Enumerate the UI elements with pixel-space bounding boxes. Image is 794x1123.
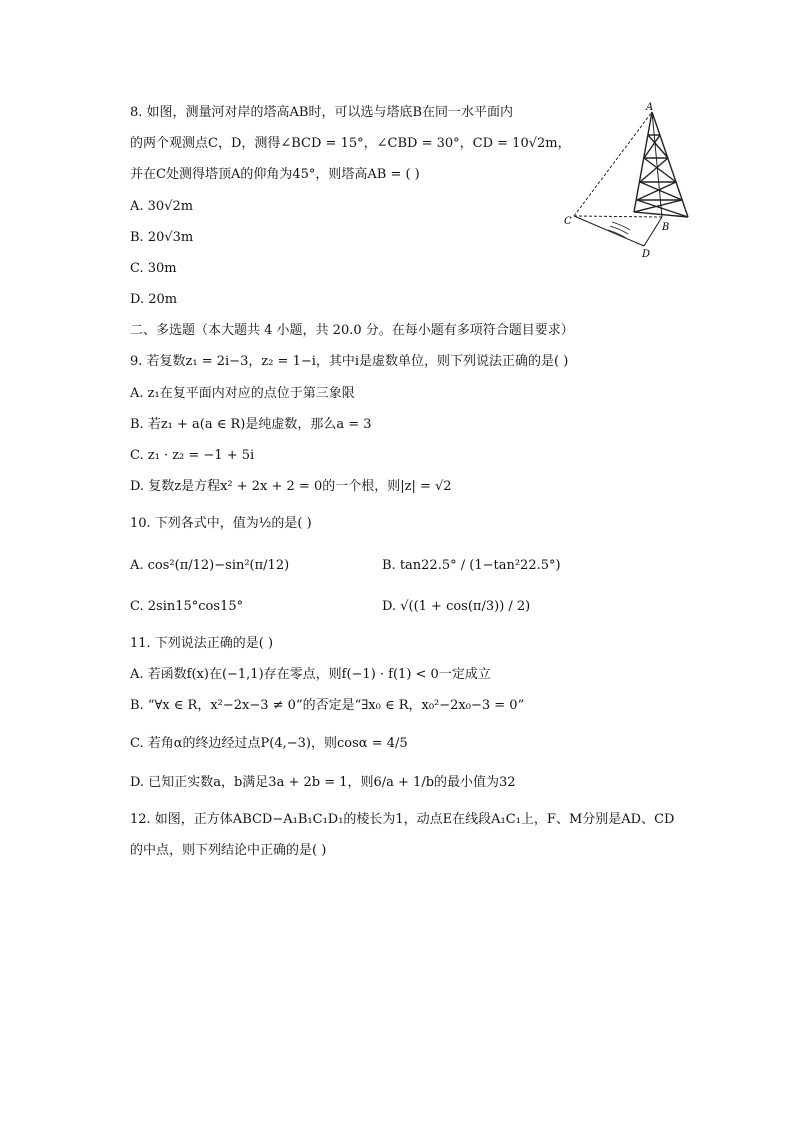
q8-line1: 8. 如图，测量河对岸的塔高AB时，可以选与塔底B在同一水平面内 bbox=[130, 105, 514, 120]
q9-option-d: D. 复数z是方程x² + 2x + 2 = 0的一个根，则|z| = √2 bbox=[130, 479, 452, 494]
q11-option-b: B. “∀x ∈ R，x²−2x−3 ≠ 0”的否定是“∃x₀ ∈ R，x₀²−2x₀−3 = 0” bbox=[130, 698, 525, 713]
q11-option-d: D. 已知正实数a，b满足3a + 2b = 1，则6/a + 1/b的最小值为32 bbox=[130, 775, 516, 790]
q12-line1: 12. 如图，正方体ABCD−A₁B₁C₁D₁的棱长为1，动点E在线段A₁C₁上，F、M分别是AD、CD bbox=[130, 812, 675, 827]
q11-option-c: C. 若角α的终边经过点P(4,−3)，则cosα = 4/5 bbox=[130, 736, 408, 751]
q10-option-a: A. cos²(π/12)−sin²(π/12) bbox=[130, 558, 290, 573]
q10-option-d: D. √((1 + cos(π/3)) / 2) bbox=[382, 599, 531, 614]
q8-option-d: D. 20m bbox=[130, 292, 178, 307]
q8-line2: 的两个观测点C，D，测得∠BCD = 15°，∠CBD = 30°，CD = 10√2m， bbox=[130, 136, 571, 151]
q10-option-c: C. 2sin15°cos15° bbox=[130, 599, 244, 614]
q8-option-b: B. 20√3m bbox=[130, 230, 194, 245]
figure-label-a: A bbox=[646, 102, 654, 113]
q10-stem: 10. 下列各式中，值为½的是( ) bbox=[130, 516, 312, 531]
q9-option-b: B. 若z₁ + a(a ∈ R)是纯虚数，那么a = 3 bbox=[130, 417, 372, 432]
q8-option-c: C. 30m bbox=[130, 261, 177, 276]
figure-label-d: D bbox=[642, 249, 651, 260]
figure-label-b: B bbox=[662, 222, 670, 233]
q8-option-a: A. 30√2m bbox=[130, 199, 194, 214]
q11-stem: 11. 下列说法正确的是( ) bbox=[130, 636, 274, 651]
q12-line2: 的中点，则下列结论中正确的是( ) bbox=[130, 843, 327, 858]
q10-option-b: B. tan22.5° / (1−tan²22.5°) bbox=[382, 558, 561, 573]
tower-figure bbox=[560, 100, 695, 260]
q9-stem: 9. 若复数z₁ = 2i−3，z₂ = 1−i，其中i是虚数单位，则下列说法正确的是( ) bbox=[130, 354, 569, 369]
figure-label-c: C bbox=[564, 216, 572, 227]
q9-option-c: C. z₁ · z₂ = −1 + 5i bbox=[130, 448, 255, 463]
q8-line3: 并在C处测得塔顶A的仰角为45°，则塔高AB = ( ) bbox=[130, 167, 420, 182]
q9-option-a: A. z₁在复平面内对应的点位于第三象限 bbox=[130, 386, 355, 401]
section-header: 二、多选题（本大题共 4 小题，共 20.0 分。在每小题有多项符合题目要求） bbox=[130, 323, 574, 338]
q11-option-a: A. 若函数f(x)在(−1,1)存在零点，则f(−1) · f(1) < 0一定成立 bbox=[130, 667, 491, 682]
